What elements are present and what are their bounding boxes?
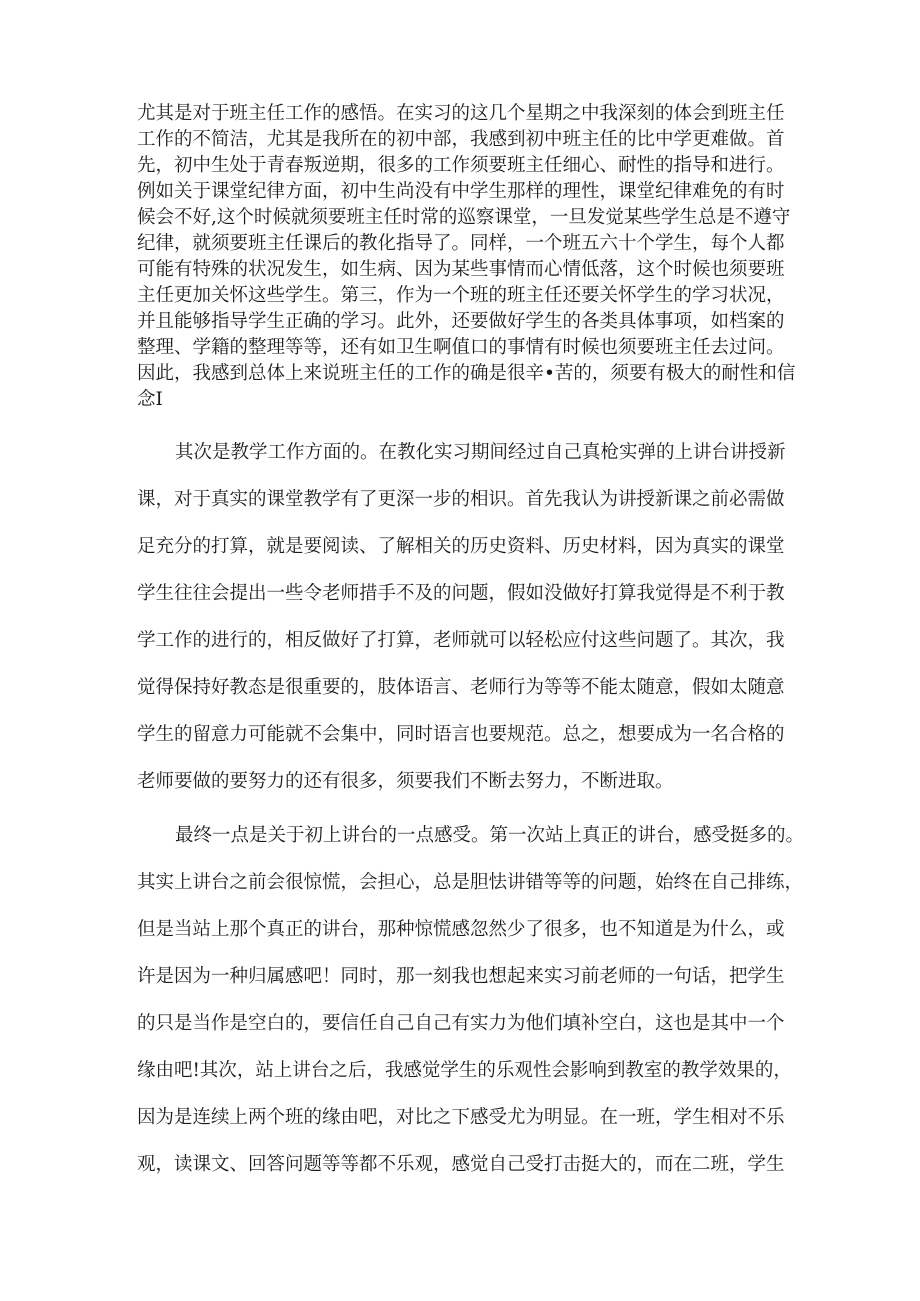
- text-line: 因此，我感到总体上来说班主任的工作的确是很辛•苦的，须要有极大的耐性和信: [137, 363, 796, 384]
- text-line: 缘由吧!其次，站上讲台之后，我感觉学生的乐观性会影响到教室的教学效果的，: [137, 1060, 792, 1081]
- text-line: 先，初中生处于青春叛逆期，很多的工作须要班主任细心、耐性的指导和进行。: [137, 155, 785, 176]
- text-line: 纪律，就须要班主任课后的教化指导了。同样，一个班五六十个学生，每个人都: [137, 233, 785, 254]
- text-line: 主任更加关怀这些学生。第三，作为一个班的班主任还要关怀学生的学习状况，: [137, 285, 785, 306]
- text-line: 观，读课文、回答问题等等都不乐观，感觉自己受打击挺大的，而在二班，学生: [137, 1154, 785, 1175]
- text-line: 因为是连续上两个班的缘由吧，对比之下感受尤为明显。在一班，学生相对不乐: [137, 1107, 785, 1128]
- text-line: 整理、学籍的整理等等，还有如卫生啊值口的事情有时候也须要班主任去过问。: [137, 337, 785, 358]
- text-line: 例如关于课堂纪律方面，初中生尚没有中学生那样的理性，课堂纪律难免的有时: [137, 181, 785, 202]
- text-line: 最终一点是关于初上讲台的一点感受。第一次站上真正的讲台，感受挺多的。: [175, 825, 805, 846]
- text-line: 学生往往会提出一些令老师措手不及的问题，假如没做好打算我觉得是不利于教: [137, 583, 785, 604]
- text-line: 可能有特殊的状况发生，如生病、因为某些事情而心情低落，这个时候也须要班: [137, 259, 785, 280]
- text-line: 的只是当作是空白的，要信任自己自己有实力为他们填补空白，这也是其中一个: [137, 1013, 785, 1034]
- text-line: 尤其是对于班主任工作的感悟。在实习的这几个星期之中我深刻的体会到班主任: [137, 103, 785, 124]
- text-line: 其次是教学工作方面的。在教化实习期间经过自己真枪实弹的上讲台讲授新: [175, 442, 786, 463]
- text-line: 其实上讲台之前会很惊慌，会担心，总是胆怯讲错等等的问题，始终在自己排练，: [137, 872, 804, 893]
- text-line: 老师要做的要努力的还有很多，须要我们不断去努力，不断进取。: [137, 771, 674, 792]
- text-line: 课，对于真实的课堂教学有了更深一步的相识。首先我认为讲授新课之前必需做: [137, 489, 785, 510]
- text-line: 但是当站上那个真正的讲台，那种惊慌感忽然少了很多，也不知道是为什么，或: [137, 919, 785, 940]
- text-line: 学工作的进行的，相反做好了打算，老师就可以轻松应付这些问题了。其次，我: [137, 630, 785, 651]
- text-line: 觉得保持好教态是很重要的，肢体语言、老师行为等等不能太随意，假如太随意: [137, 677, 785, 698]
- text-line: 工作的不简洁，尤其是我所在的初中部，我感到初中班主任的比中学更难做。首: [137, 129, 785, 150]
- text-line: 候会不好,这个时候就须要班主任时常的巡察课堂，一旦发觉某些学生总是不遵守: [137, 207, 791, 228]
- text-line: 并且能够指导学生正确的学习。此外，还要做好学生的各类具体事项，如档案的: [137, 311, 785, 332]
- text-line: 念I: [137, 389, 163, 410]
- text-line: 许是因为一种归属感吧！同时，那一刻我也想起来实习前老师的一句话，把学生: [137, 966, 785, 987]
- text-line: 学生的留意力可能就不会集中，同时语言也要规范。总之，想要成为一名合格的: [137, 724, 785, 745]
- text-line: 足充分的打算，就是要阅读、了解相关的历史资料、历史材料，因为真实的课堂: [137, 536, 785, 557]
